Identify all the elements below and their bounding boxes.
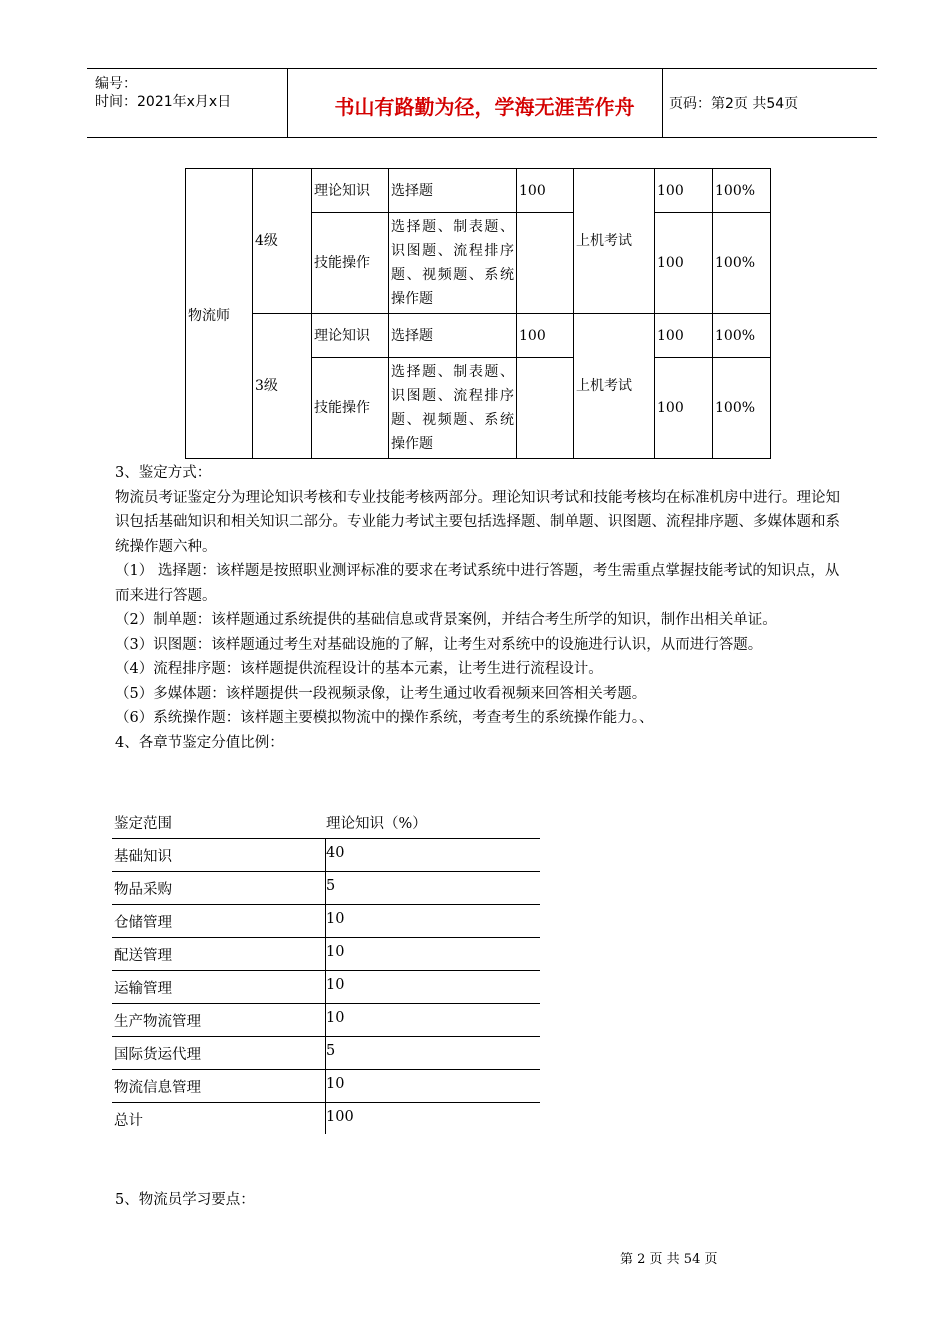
- row-value: 10: [326, 1076, 345, 1092]
- section-3: [115, 461, 840, 755]
- list-item: （6）系统操作题：该样题主要模拟物流中的操作系统，考查考生的系统操作能力。、: [115, 710, 654, 726]
- column-divider: [325, 838, 326, 1134]
- list-item: （3）识图题：该样题通过考生对基础设施的了解，让考生对系统中的设施进行认识，从而进行答题。: [115, 636, 763, 653]
- row-value: 10: [326, 977, 345, 993]
- types-cell: 选择题、制表题、识图题、流程排序题、视频题、系统操作题: [389, 213, 517, 314]
- row-value: 40: [326, 845, 345, 861]
- page-header: [87, 68, 877, 138]
- row-value: 10: [326, 944, 345, 960]
- section-title: 3、鉴定方式：: [115, 465, 212, 481]
- level-table: [185, 168, 771, 459]
- module-cell: 理论知识: [312, 314, 389, 358]
- row-name: 运输管理: [114, 981, 172, 997]
- level-cell: 4级: [253, 169, 312, 314]
- module-cell: 技能操作: [312, 358, 389, 459]
- score-table: [112, 806, 540, 1135]
- method-cell: 上机考试: [574, 314, 655, 459]
- method-cell: 上机考试: [574, 169, 655, 314]
- table-row: [112, 1103, 540, 1135]
- pass-cell: 100: [655, 314, 713, 358]
- header-divider: [662, 69, 663, 137]
- pct-cell: 100%: [713, 358, 771, 459]
- types-cell: 选择题: [389, 169, 517, 213]
- table-row: [112, 1004, 540, 1037]
- row-name: 基础知识: [114, 849, 172, 865]
- types-cell: 选择题: [389, 314, 517, 358]
- column-header: 理论知识（%）: [326, 816, 427, 832]
- table-row: [112, 971, 540, 1004]
- table-row: [112, 872, 540, 905]
- pct-cell: 100%: [713, 169, 771, 213]
- row-name: 配送管理: [114, 948, 172, 964]
- module-cell: 技能操作: [312, 213, 389, 314]
- header-divider: [287, 69, 288, 137]
- section-intro: 物流员考证鉴定分为理论知识考核和专业技能考核两部分。理论知识考试和技能考核均在标准机房中进行。理论知识包括基础知识和相关知识二部分。专业能力考试主要包括选择题、制单题、识图题、流程排序题、多媒体题和系统操作题六种。: [115, 489, 840, 555]
- header-time: 时间：2021年x月x日: [95, 94, 232, 110]
- level-cell: 3级: [253, 314, 312, 459]
- table-row: [112, 1070, 540, 1103]
- module-cell: 理论知识: [312, 169, 389, 213]
- row-name: 生产物流管理: [114, 1014, 201, 1030]
- row-value: 5: [326, 878, 336, 894]
- pass-cell: 100: [655, 213, 713, 314]
- table-row: [112, 1037, 540, 1070]
- row-name: 仓储管理: [114, 915, 172, 931]
- row-value: 100: [326, 1109, 354, 1125]
- header-motto: 书山有路勤为径，学海无涯苦作舟: [334, 95, 635, 119]
- section-5-title: 5、物流员学习要点：: [115, 1192, 255, 1208]
- header-page-number: 页码：第2页 共54页: [669, 96, 799, 112]
- pct-cell: 100%: [713, 314, 771, 358]
- row-value: 10: [326, 1010, 345, 1026]
- occupation-cell: 物流师: [186, 169, 253, 459]
- column-header: 鉴定范围: [114, 816, 172, 832]
- row-name: 物品采购: [114, 882, 172, 898]
- header-meta: [95, 75, 231, 111]
- table-row: [112, 839, 540, 872]
- score-cell: 100: [517, 314, 574, 358]
- page-footer: 第 2 页 共 54 页: [620, 1252, 718, 1267]
- pct-cell: 100%: [713, 213, 771, 314]
- table-row: [112, 905, 540, 938]
- pass-cell: 100: [655, 169, 713, 213]
- list-item: （1） 选择题：该样题是按照职业测评标准的要求在考试系统中进行答题，考生需重点掌握技能考试的知识点，从而来进行答题。: [115, 563, 840, 604]
- types-cell: 选择题、制表题、识图题、流程排序题、视频题、系统操作题: [389, 358, 517, 459]
- list-item: （4）流程排序题：该样题提供流程设计的基本元素，让考生进行流程设计。: [115, 661, 603, 677]
- row-value: 5: [326, 1043, 336, 1059]
- pass-cell: 100: [655, 358, 713, 459]
- row-value: 10: [326, 911, 345, 927]
- section-title: 4、各章节鉴定分值比例：: [115, 734, 284, 751]
- table-row: [112, 938, 540, 971]
- row-name: 物流信息管理: [114, 1080, 201, 1096]
- table-header: [112, 806, 540, 839]
- list-item: （2）制单题：该样题通过系统提供的基础信息或背景案例，并结合考生所学的知识，制作出相关单证。: [115, 612, 777, 628]
- header-number: 编号：: [95, 76, 137, 92]
- list-item: （5）多媒体题：该样题提供一段视频录像，让考生通过收看视频来回答相关考题。: [115, 685, 647, 702]
- score-cell: [517, 213, 574, 314]
- score-cell: 100: [517, 169, 574, 213]
- score-cell: [517, 358, 574, 459]
- row-name: 总计: [114, 1113, 143, 1129]
- row-name: 国际货运代理: [114, 1047, 201, 1063]
